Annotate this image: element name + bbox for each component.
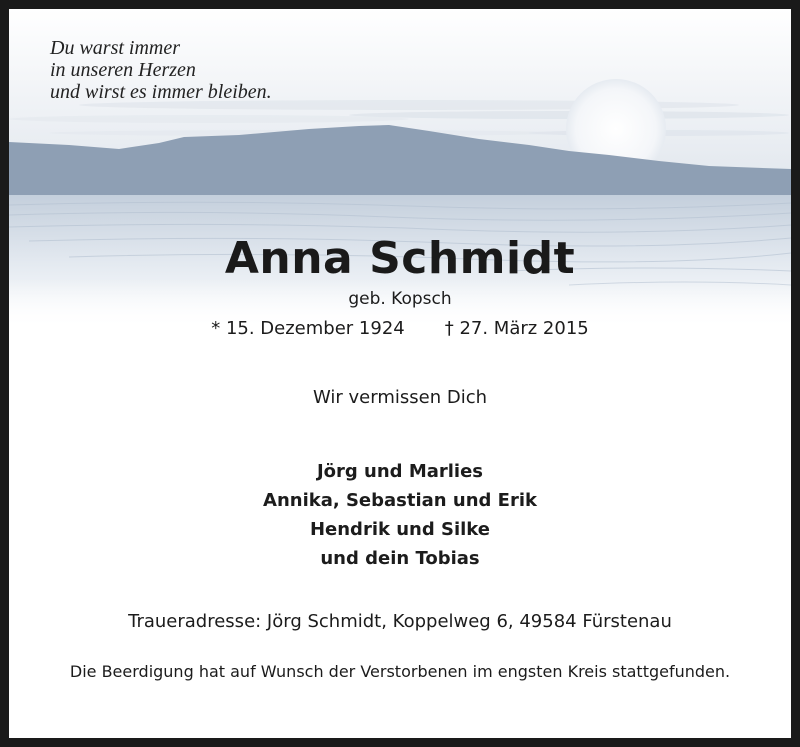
- quote-line: Du warst immer: [50, 37, 181, 59]
- family-line: Annika, Sebastian und Erik: [263, 490, 537, 511]
- family-signatures: [9, 457, 791, 573]
- birth-date: * 15. Dezember 1924: [211, 318, 405, 339]
- memorial-quote: [50, 37, 272, 103]
- quote-line: in unseren Herzen: [50, 59, 196, 81]
- funeral-note: Die Beerdigung hat auf Wunsch der Verstorbenen im engsten Kreis stattgefunden.: [69, 662, 731, 681]
- life-dates: [9, 318, 791, 339]
- mourning-address: Traueradresse: Jörg Schmidt, Koppelweg 6, 49584 Fürstenau: [128, 611, 672, 632]
- deceased-name: Anna Schmidt: [224, 233, 576, 284]
- mourning-message: Wir vermissen Dich: [313, 387, 487, 408]
- death-date: † 27. März 2015: [444, 318, 589, 339]
- obituary-card: [9, 9, 791, 738]
- maiden-name: geb. Kopsch: [348, 289, 452, 309]
- family-line: und dein Tobias: [320, 548, 480, 569]
- quote-line: und wirst es immer bleiben.: [50, 81, 272, 103]
- family-line: Hendrik und Silke: [309, 519, 491, 540]
- family-line: Jörg und Marlies: [316, 461, 484, 482]
